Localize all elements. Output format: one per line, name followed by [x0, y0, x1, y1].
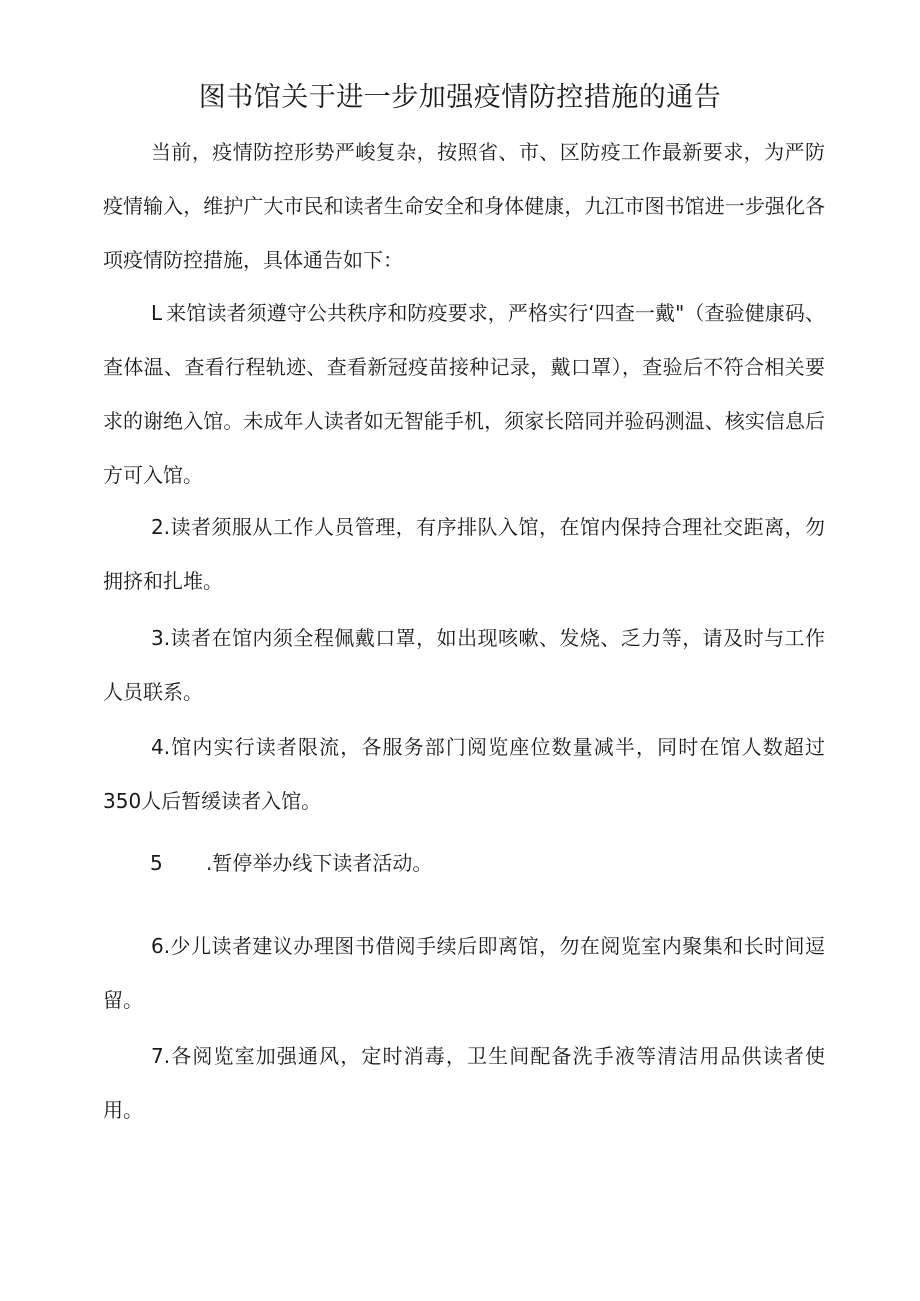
list-item	[103, 286, 825, 502]
item-text: .少儿读者建议办理图书借阅手续后即离馆，勿在阅览室内聚集和长时间逗留。	[103, 934, 825, 1012]
item-number: 5	[150, 851, 163, 875]
list-item	[103, 500, 825, 608]
list-item	[103, 919, 825, 1027]
item-text: .馆内实行读者限流，各服务部门阅览座位数量减半，同时在馆人数超过350人后暂缓读者入馆。	[103, 735, 825, 813]
item-text: .各阅览室加强通风，定时消毒，卫生间配备洗手液等清洁用品供读者使用。	[103, 1044, 825, 1122]
page-title: 图书馆关于进一步加强疫情防控措施的通告	[198, 82, 722, 113]
list-item	[103, 611, 825, 719]
item-text: .暂停举办线下读者活动。	[206, 851, 433, 875]
item-number: L	[151, 301, 163, 325]
item-number: 2	[151, 515, 164, 539]
item-number: 4	[151, 735, 164, 759]
item-text: .读者在馆内须全程佩戴口罩，如出现咳嗽、发烧、乏力等，请及时与工作人员联系。	[103, 626, 825, 704]
item-number: 3	[151, 626, 164, 650]
list-item	[103, 720, 825, 828]
intro-paragraph: 当前，疫情防控形势严峻复杂，按照省、市、区防疫工作最新要求，为严防疫情输入，维护广大市民和读者生命安全和身体健康，九江市图书馆进一步强化各项疫情防控措施，具体通告如下：	[103, 140, 825, 272]
item-text: 来馆读者须遵守公共秩序和防疫要求，严格实行‘四查一戴"（查验健康码、查体温、查看行程轨迹、查看新冠疫苗接种记录，戴口罩），查验后不符合相关要求的谢绝入馆。未成年人读者如无智能手机，须家长陪同并验码测温、核实信息后方可入馆。	[103, 301, 825, 487]
item-number: 6	[151, 934, 164, 958]
item-number: 7	[151, 1044, 164, 1068]
list-item	[103, 1029, 825, 1137]
item-text: .读者须服从工作人员管理，有序排队入馆，在馆内保持合理社交距离，勿拥挤和扎堆。	[103, 515, 825, 593]
